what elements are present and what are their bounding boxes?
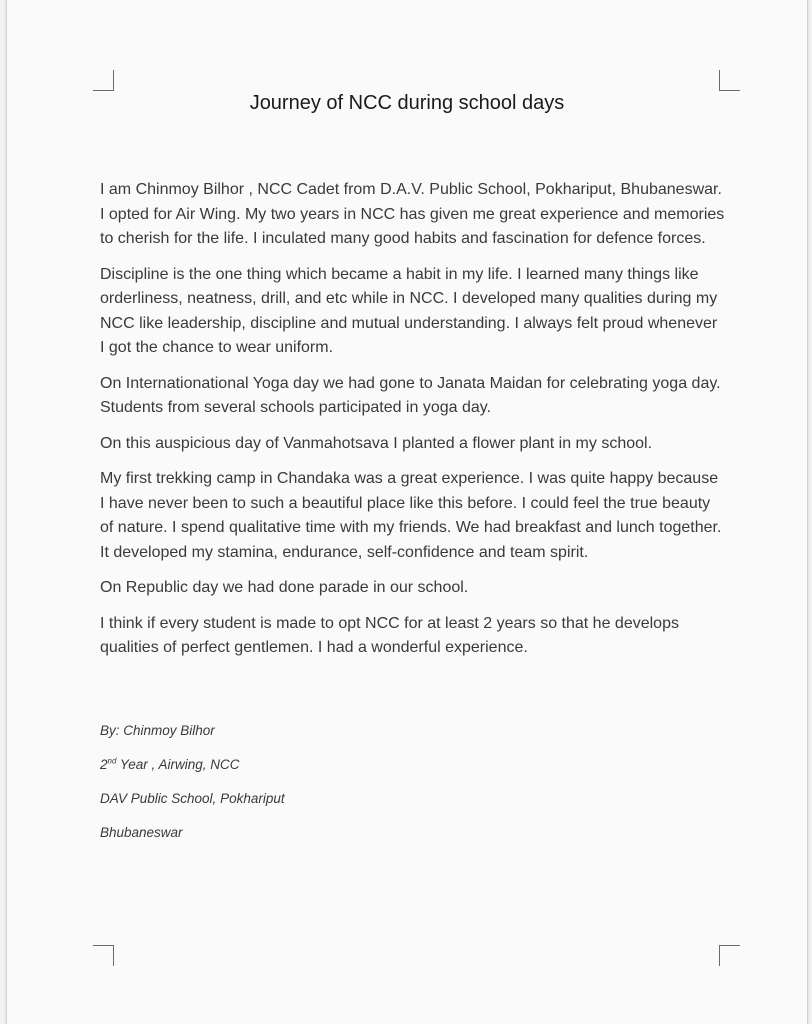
document-body	[100, 178, 726, 672]
signature-author: By: Chinmoy Bilhor	[100, 723, 215, 738]
crop-mark-bottom-right	[719, 945, 740, 966]
paragraph-vanmahotsava: On this auspicious day of Vanmahotsava I planted a flower plant in my school.	[100, 434, 653, 452]
signature-block	[100, 722, 500, 858]
signature-year	[100, 756, 500, 790]
paragraph-conclusion: I think if every student is made to opt NCC for at least 2 years so that he develops qualities of perfect gentlemen. I had a wonderful experience.	[100, 614, 679, 656]
signature-year-suffix: nd	[107, 756, 117, 766]
paragraph-intro: I am Chinmoy Bilhor , NCC Cadet from D.A.V. Public School, Pokhariput, Bhubaneswar. I opted for Air Wing. My two years in NCC has given me great experience and memories to cherish for the life. I inculated many good habits and fascination for defence forces.	[100, 181, 725, 247]
document-page	[6, 0, 808, 1024]
paragraph-yoga-day: On Internationational Yoga day we had gone to Janata Maidan for celebrating yoga day. Students from several schools participated in yoga day.	[100, 374, 721, 416]
page-title: Journey of NCC during school days	[249, 92, 565, 114]
crop-mark-bottom-left	[93, 945, 114, 966]
signature-year-number: 2	[100, 757, 108, 772]
signature-school: DAV Public School, Pokhariput	[100, 791, 285, 806]
paragraph-trekking-camp: My first trekking camp in Chandaka was a great experience. I was quite happy because I have never been to such a beautiful place like this before. I could feel the true beauty of nature. I spend qualitative time with my friends. We had breakfast and lunch together. It developed my stamina, endurance, self-confidence and team spirit.	[100, 470, 722, 561]
crop-mark-top-right	[719, 70, 740, 91]
crop-mark-top-left	[93, 70, 114, 91]
paragraph-republic-day: On Republic day we had done parade in our school.	[100, 579, 469, 596]
signature-city: Bhubaneswar	[100, 825, 183, 840]
signature-year-wing: Year , Airwing, NCC	[116, 757, 240, 772]
paragraph-discipline: Discipline is the one thing which became a habit in my life. I learned many things like orderliness, neatness, drill, and etc while in NCC. I developed many qualities during my NCC like leadership, discipline and mutual understanding. I always felt proud whenever I got the chance to wear uniform.	[100, 265, 718, 356]
